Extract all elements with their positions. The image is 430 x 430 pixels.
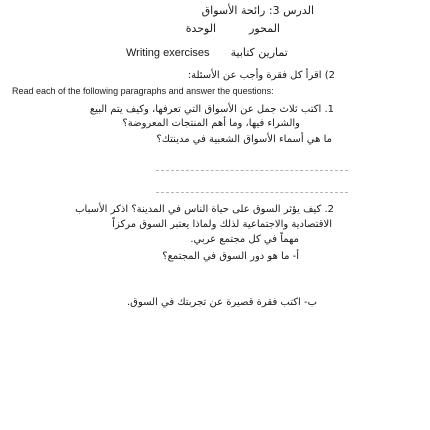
question-1-line-3: ما هي أسماء الأسواق الشعبية في مدينتك؟	[156, 134, 332, 145]
header-subline-right: المحور	[249, 22, 280, 35]
divider	[156, 192, 348, 193]
exercises-heading	[126, 46, 288, 59]
question-2a: أ- ما هو دور السوق في المجتمع؟	[162, 251, 299, 262]
question-2-line-1: 2. كيف يؤثر السوق على حياة الناس في المدينة؟ اذكر الأسباب	[75, 204, 334, 215]
question-2-line-2: الاقتصادية والاجتماعية لذلك ولماذا يعتبر السوق مركزاً	[112, 219, 332, 230]
exercises-label-ar: تمارين كتابية	[230, 46, 288, 59]
header-subline	[186, 22, 280, 35]
task-instruction-en: Read each of the following paragraphs and answer the questions:	[12, 86, 274, 96]
question-2-line-3: مهماً في كل مجتمع عربي.	[190, 234, 299, 245]
task-title-ar: 2) اقرأ كل فقرة وأجب عن الأسئلة:	[187, 70, 335, 81]
header-subline-left: الوحدة	[185, 22, 217, 35]
question-1-line-1: 1. اكتب ثلاث جمل عن الأسواق التي تعرفها، وكيف يتم البيع	[89, 104, 334, 115]
divider	[156, 170, 348, 171]
question-2b: ب- اكتب فقرة قصيرة عن تجربتك في السوق.	[127, 297, 317, 308]
question-1-line-2: والشراء فيها، وما أهم المنتجات المعروضة؟	[122, 118, 300, 129]
lesson-title: الدرس 3: رائحة الأسواق	[201, 4, 314, 17]
exercises-label-en: Writing exercises	[126, 47, 210, 59]
